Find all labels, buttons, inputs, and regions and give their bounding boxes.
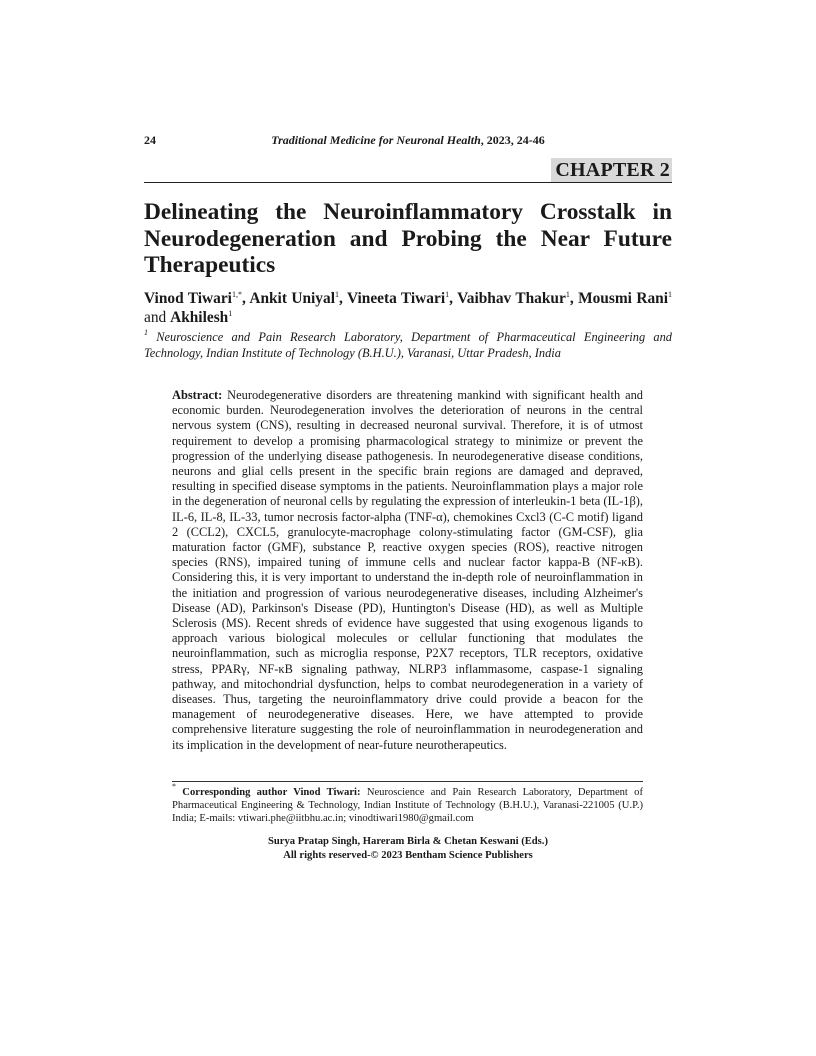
author-name: Mousmi Rani <box>578 290 668 307</box>
footnote-divider <box>172 781 643 782</box>
corresponding-author-footnote <box>172 782 643 826</box>
author-separator: , <box>569 290 579 307</box>
page-number: 24 <box>144 133 156 147</box>
abstract <box>172 388 643 753</box>
journal-title: Traditional Medicine for Neuronal Health <box>271 133 481 147</box>
author-affiliation-marker: 1 <box>228 309 233 318</box>
author-affiliation-marker: 1,* <box>231 290 242 299</box>
author-name: Akhilesh <box>170 309 229 326</box>
author-name: Ankit Uniyal <box>249 290 335 307</box>
affiliation-text: Neuroscience and Pain Research Laboratory, Department of Pharmaceutical Engineering and Technology, Indian Institute of Technology (B.H.U.), Varanasi, Uttar Pradesh, India <box>144 330 672 360</box>
abstract-text: Neurodegenerative disorders are threatening mankind with significant health and economic burden. Neurodegeneration involves the deterioration of neurons in the central nervous system (CNS), resulting in decreased neuronal survival. Therefore, it is of utmost requirement to develop a promising pharmacological strategy to minimize or prevent the progression of the underlying disease pathogenesis. In neurodegenerative disease conditions, neurons and glial cells present in the specific brain regions are damaged and depraved, resulting in specified disease symptoms in the patients. Neuroinflammation plays a major role in the degeneration of neuronal cells by regulating the expression of interleukin-1 beta (IL-1β), IL-6, IL-8, IL-33, tumor necrosis factor-alpha (TNF-α), chemokines Cxcl3 (C-C motif) ligand 2 (CCL2), CXCL5, granulocyte-macrophage colony-stimulating factor (GM-CSF), glia maturation factor (GMF), substance P, reactive oxygen species (ROS), reactive nitrogen species (RNS), impaired tuning of immune cells and nuclear factor kappa-B (NF-κB). Considering this, it is very important to understand the in-depth role of neuroinflammation in the initiation and progression of various neurodegenerative diseases, including Alzheimer's Disease (AD), Parkinson's Disease (PD), Huntington's Disease (HD), as well as Multiple Sclerosis (MS). Recent shreds of evidence have suggested that using exogenous ligands to approach various biological molecules or cellular functioning that modulates the neuroinflammation, such as microglia response, P2X7 receptors, TLR receptors, oxidative stress, PPARγ, NF-κB signaling pathway, NLRP3 inflammasome, caspase-1 signaling pathway, and mitochondrial dysfunction, helps to combat neurodegeneration in a variety of diseases. Thus, targeting the neuroinflammatory drive could provide a beacon for the management of neurodegenerative diseases. Here, we have attempted to provide comprehensive literature suggesting the role of neuroinflammation in neurodegeneration and its implication in the development of near-future neurotherapeutics. <box>172 388 643 752</box>
footnote-label: Corresponding author Vinod Tiwari: <box>182 787 361 798</box>
publisher-info <box>144 835 672 862</box>
footnote-text: Neuroscience and Pain Research Laboratory, Department of Pharmaceutical Engineering & Technology, Indian Institute of Technology (B.H.U.), Varanasi-221005 (U.P.) India; E-mails: vtiwari.phe@iitbhu.ac.in; vinodtiwari1980@gmail.com <box>172 787 643 825</box>
author-separator: , <box>241 290 250 307</box>
author-name: Vaibhav Thakur <box>457 290 566 307</box>
author-separator: and <box>144 309 171 326</box>
footnote-marker: * <box>172 782 176 791</box>
affiliation <box>144 329 672 361</box>
chapter-divider <box>144 182 672 183</box>
editors-line: Surya Pratap Singh, Hareram Birla & Chetan Keswani (Eds.) <box>268 836 548 847</box>
author-affiliation-marker: 1 <box>334 290 339 299</box>
chapter-title: Delineating the Neuroinflammatory Crosstalk in Neurodegeneration and Probing the Near Future Therapeutics <box>144 199 672 278</box>
chapter-label: CHAPTER 2 <box>551 158 672 182</box>
journal-year-pages: , 2023, 24-46 <box>480 133 545 147</box>
author-separator: , <box>449 290 458 307</box>
author-list <box>144 289 672 327</box>
author-affiliation-marker: 1 <box>445 290 450 299</box>
author-name: Vinod Tiwari <box>144 290 232 307</box>
journal-citation <box>144 133 672 148</box>
affiliation-marker: 1 <box>144 328 148 337</box>
author-affiliation-marker: 1 <box>565 290 570 299</box>
author-name: Vineeta Tiwari <box>346 290 446 307</box>
author-affiliation-marker: 1 <box>667 290 672 299</box>
abstract-label: Abstract: <box>172 388 223 402</box>
author-separator: , <box>338 290 347 307</box>
running-header <box>144 133 672 149</box>
copyright-line: All rights reserved-© 2023 Bentham Science Publishers <box>283 849 533 861</box>
